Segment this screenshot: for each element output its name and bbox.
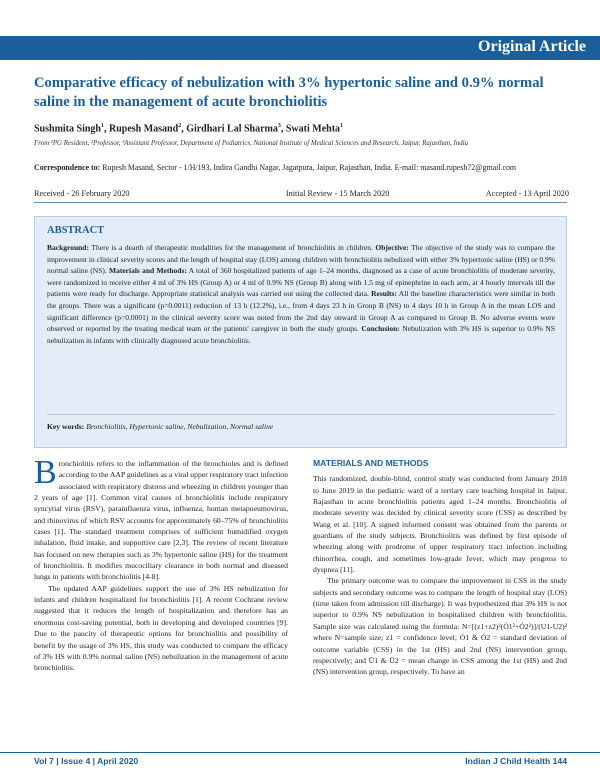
- body-column-left: [34, 454, 288, 674]
- keywords-divider: [47, 414, 555, 415]
- author-name: Girdhari Lal Sharma: [186, 123, 278, 135]
- section-heading: MATERIALS AND METHODS: [313, 458, 429, 468]
- author-list: Sushmita Singh$^1$, Rupesh Masand$^2$, Girdhari Lal Sharma$^3$, Swati Mehta$^1$: [34, 123, 344, 135]
- intro-text: ronchiolitis refers to the inflammation of the bronchioles and is defined according to the AAP guidelines as a viral upper respiratory tract infection associated with respiratory distress and wheezing in children younger than 2 years of age [1]. Common viral causes of bronchiolitis include respiratory syncytial virus (RSV), parainfluenza virus, influenza, human metapneumovirus, and rhinovirus of which RSV accounts for approximately 60–75% of bronchiolitis cases [1]. The standard treatment comprises of sufficient humidified oxygen inhalation, fluid intake, and supportive care [2,3]. The review of recent literature has focused on new therapies such as 3% hypertonic saline (HS) for the treatment of bronchiolitis. It modifies mucociliary clearance in both normal and diseased lungs in patients with bronchiolitis [4-8].: [34, 459, 288, 582]
- drop-cap: B: [34, 454, 57, 491]
- correspondence-label: Correspondence to:: [34, 163, 101, 172]
- article-title: Comparative efficacy of nebulization with 3% hypertonic saline and 0.9% normal saline in the management of acute bronchiolitis: [34, 75, 544, 110]
- author-sup: 1: [340, 123, 344, 129]
- header-divider: [34, 202, 567, 203]
- objective-label: Objective:: [375, 243, 409, 252]
- article-type-banner: [0, 36, 600, 60]
- author-sup: 2: [178, 123, 182, 129]
- correspondence-text: Rupesh Masand, Sector - 1/H/193, Indira Gandhi Nagar, Jagatpura, Jaipur, Rajasthan, India. E-mail: masand.rupesh72@gmail.com: [102, 163, 517, 172]
- results-text: All the baseline characteristics were similar in both the groups. There was a significant (p=0.0011) reduction of 13 h (12.2%), i.e., from 4 days 23 h in Group B (NS) to 4 days 10 h in Group A in the mean LOS and significant difference (p=0.0001) in the clinical severity score was noted from the 2nd day onward in Group A as compared to Group B. No adverse events were observed or reported by the treating medical team or the patients' caregiver in both the study groups.: [47, 289, 556, 334]
- received-date: Received - 26 February 2020: [34, 189, 130, 198]
- body-paragraph: The primary outcome was to compare the improvement in CSS in the study subjects and secondary outcome was to compare the length of hospital stay (LOS) (time taken from admission till discharge). It was hypothesized that 3% HS is not superior to 0.9% NS nebulization in hospitalized children with bronchiolitis. Sample size was calculated using the formula: N=[(z1+z2)²(Ó1²+Ó2²)]/(U1-U2)² where N=sample size; z1 = confidence level; Ó1 & Ó2 = standard deviation of outcome variable (CSS) in the 1st (HS) and 2nd (NS) intervention group, respectively; and Ū1 & Ū2 = mean change in CSS among the 1st (HS) and 2nd (NS) intervention group, respectively. To have an: [313, 576, 567, 677]
- conclusion-label: Conclusion:: [361, 324, 400, 334]
- author-name: Sushmita Singh: [34, 123, 101, 135]
- page-footer: [34, 756, 567, 766]
- abstract-body: [47, 242, 555, 346]
- keywords-label: Key words:: [47, 422, 85, 431]
- keywords-text: Bronchiolitis, Hypertonic saline, Nebulization, Normal saline: [86, 422, 274, 431]
- keywords: [47, 422, 273, 431]
- body-paragraph: This randomized, double-blind, control study was conducted from January 2018 to June 2019 in the pediatric ward of a tertiary care teaching hospital in Jaipur, Rajasthan in acute bronchiolitis patients aged 1–24 months. Bronchiolitis of moderate severity was decided by clinical severity score (CSS) as described by Wang et al. [10]. A signed informed consent was obtained from the parents or guardians of the study subjects. Bronchiolitis was defined by first episode of wheezing along with prodrome of upper respiratory tract infection including rhinorrhea, cough, and sometimes low-grade fever, which may progress to dyspnea [11].: [313, 474, 567, 575]
- author-name: Rupesh Masand: [108, 123, 179, 135]
- article-type-label: Original Article: [478, 38, 586, 55]
- journal-issue: Vol 7 | Issue 4 | April 2020: [34, 756, 139, 766]
- background-text: There is a dearth of therapeutic modalities for the management of bronchiolitis in children.: [91, 243, 373, 252]
- body-paragraph: The updated AAP guidelines support the use of 3% HS nebulization for infants and children hospitalized for bronchiolitis [1]. A recent Cochrane review suggested that it reduces the length of hospitalization and therefore has an enormous cost-saving potential, both in developing and developed countries [9]. Due to the paucity of therapeutic options for bronchiolitis and possibility of benefit by the usage of 3% HS, this study was conducted to compare the efficacy of 3% HS with 0.9% normal saline (NS) nebulization in the management of acute bronchiolitis.: [34, 583, 288, 673]
- methods-text: A total of 360 hospitalized patients of age 1–24 months, diagnosed as a case of acute bronchiolitis of moderate severity, were randomized to receive either 4 ml of 3% HS (Group A) or 4 ml of 0.9% NS (Group B) along with 1.5 mg of epinephrine in each arm, at 4 hourly intervals till the patients were ready for discharge. Appropriate statistical analysis was carried out using the collected data.: [47, 266, 556, 299]
- author-name: Swati Mehta: [285, 123, 341, 135]
- review-date: Initial Review - 15 March 2020: [285, 189, 390, 198]
- objective-text: The objective of the study was to compare the improvement in clinical severity scores and the length of hospital stay (LOS) among children with bronchiolitis nebulized with either 3% hypertonic saline (HS) or 0.9% normal saline (NS).: [47, 243, 556, 276]
- footer-divider: [0, 752, 600, 753]
- abstract-heading: ABSTRACT: [47, 225, 105, 236]
- methods-label: Materials and Methods:: [109, 266, 187, 276]
- affiliation: From ¹PG Resident, ²Professor, ³Assistant Professor, Department of Pediatrics, National Institute of Medical Sciences and Research, Jaipur, Rajasthan, India: [34, 140, 469, 147]
- article-dates: [34, 189, 569, 198]
- results-label: Results:: [371, 289, 397, 299]
- background-label: Background:: [47, 243, 89, 252]
- author-sup: 3: [277, 123, 281, 129]
- journal-page: Indian J Child Health 144: [465, 756, 567, 766]
- conclusion-text: Nebulization with 3% HS is superior to 0.9% NS nebulization in infants with clinically diagnosed acute bronchiolitis.: [47, 324, 556, 345]
- author-sup: 1: [100, 123, 104, 129]
- accepted-date: Accepted - 13 April 2020: [485, 189, 569, 198]
- intro-paragraph: [34, 454, 288, 583]
- correspondence: [34, 162, 569, 173]
- body-column-right: [313, 458, 567, 678]
- abstract-box: [34, 216, 567, 448]
